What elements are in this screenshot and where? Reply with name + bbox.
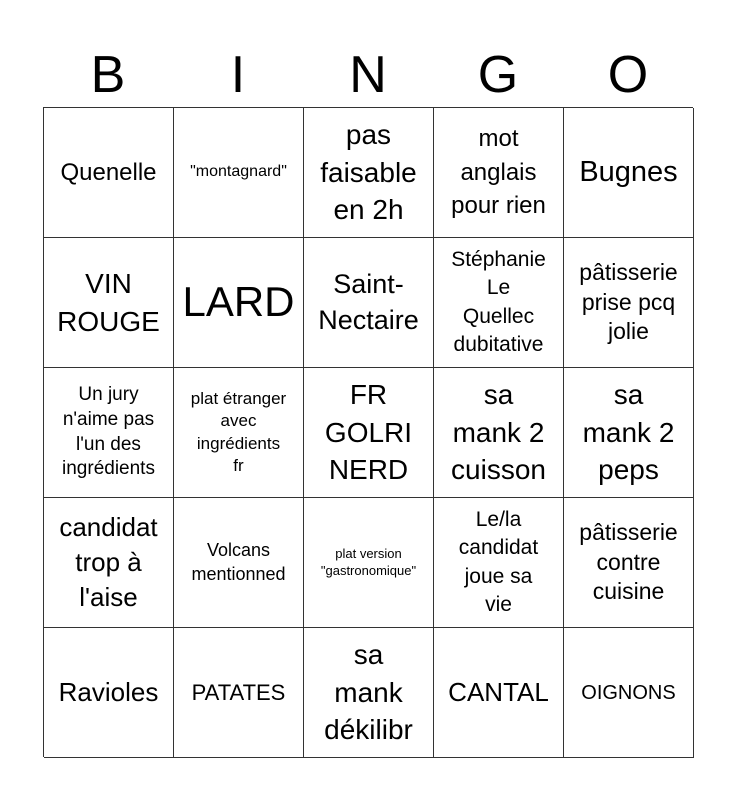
bingo-cell-r5-c1[interactable] bbox=[44, 628, 174, 758]
bingo-cell-r4-c4[interactable] bbox=[434, 498, 564, 628]
bingo-card bbox=[43, 107, 693, 757]
bingo-cell-r1-c4[interactable] bbox=[434, 108, 564, 238]
bingo-cell-r4-c1[interactable] bbox=[44, 498, 174, 628]
bingo-cell-r4-c2[interactable] bbox=[174, 498, 304, 628]
bingo-cell-r1-c2[interactable] bbox=[174, 108, 304, 238]
cell-text: plat version "gastronomique" bbox=[320, 545, 417, 578]
cell-text: pâtisserie prise pcq jolie bbox=[579, 258, 678, 345]
bingo-cell-r2-c5[interactable] bbox=[564, 238, 694, 368]
bingo-cell-r3-c2[interactable] bbox=[174, 368, 304, 498]
title-letter-g: G bbox=[477, 46, 519, 104]
bingo-cell-r4-c3[interactable] bbox=[304, 498, 434, 628]
cell-text: OIGNONS bbox=[581, 681, 676, 704]
bingo-cell-r1-c3[interactable] bbox=[304, 108, 434, 238]
bingo-cell-r3-c4[interactable] bbox=[434, 368, 564, 498]
cell-text: Quenelle bbox=[60, 158, 157, 186]
cell-text: sa mank 2 peps bbox=[582, 378, 675, 486]
bingo-cell-r5-c5[interactable] bbox=[564, 628, 694, 758]
cell-text: Bugnes bbox=[579, 155, 678, 188]
bingo-cell-r5-c4[interactable] bbox=[434, 628, 564, 758]
bingo-cell-r3-c1[interactable] bbox=[44, 368, 174, 498]
bingo-cell-r3-c3[interactable] bbox=[304, 368, 434, 498]
title-letter-o: O bbox=[607, 46, 649, 104]
cell-text: LARD bbox=[182, 278, 295, 326]
bingo-cell-r1-c5[interactable] bbox=[564, 108, 694, 238]
cell-text: VIN ROUGE bbox=[57, 267, 160, 337]
bingo-cell-r2-c2[interactable] bbox=[174, 238, 304, 368]
cell-text: "montagnard" bbox=[190, 163, 287, 181]
bingo-cell-r2-c3[interactable] bbox=[304, 238, 434, 368]
bingo-cell-r2-c1[interactable] bbox=[44, 238, 174, 368]
cell-text: pas faisable en 2h bbox=[320, 118, 417, 226]
bingo-cell-r2-c4[interactable] bbox=[434, 238, 564, 368]
cell-text: Volcans mentionned bbox=[191, 540, 286, 584]
cell-text: plat étranger avec ingrédients fr bbox=[190, 389, 287, 475]
cell-text: Un jury n'aime pas l'un des ingrédients bbox=[62, 384, 155, 480]
cell-text: Ravioles bbox=[58, 676, 159, 707]
cell-text: Saint- Nectaire bbox=[318, 269, 419, 335]
title-letter-n: N bbox=[349, 46, 387, 104]
cell-text: pâtisserie contre cuisine bbox=[579, 518, 678, 605]
cell-text: CANTAL bbox=[448, 676, 549, 707]
cell-text: PATATES bbox=[191, 679, 286, 705]
bingo-title bbox=[43, 44, 693, 106]
title-letter-b: B bbox=[90, 46, 126, 104]
bingo-cell-r3-c5[interactable] bbox=[564, 368, 694, 498]
cell-text: Le/la candidat joue sa vie bbox=[458, 507, 539, 616]
bingo-cell-r4-c5[interactable] bbox=[564, 498, 694, 628]
cell-text: FR GOLRI NERD bbox=[324, 378, 413, 486]
bingo-cell-r5-c3[interactable] bbox=[304, 628, 434, 758]
bingo-cell-r5-c2[interactable] bbox=[174, 628, 304, 758]
bingo-cell-r1-c1[interactable] bbox=[44, 108, 174, 238]
cell-text: sa mank 2 cuisson bbox=[451, 378, 546, 486]
cell-text: mot anglais pour rien bbox=[451, 125, 546, 220]
cell-text: candidat trop à l'aise bbox=[59, 511, 158, 613]
title-letter-i: I bbox=[230, 46, 246, 104]
cell-text: Stéphanie Le Quellec dubitative bbox=[451, 247, 546, 356]
cell-text: sa mank dékilibr bbox=[324, 638, 413, 746]
